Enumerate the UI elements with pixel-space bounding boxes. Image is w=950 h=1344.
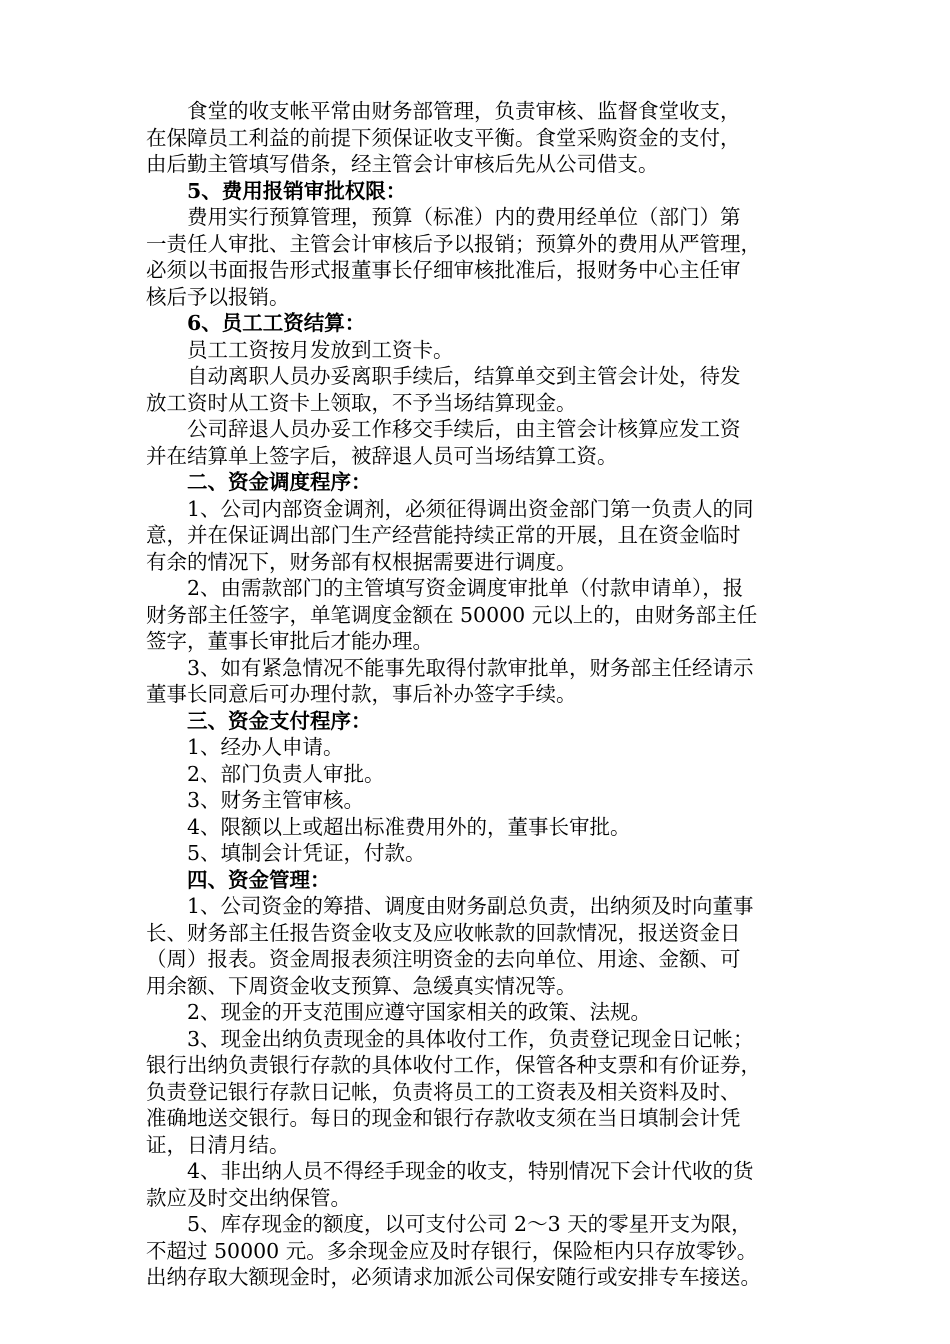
paragraph-management-3: 3、现金出纳负责现金的具体收付工作，负责登记现金日记帐； 银行出纳负责银行存款的具体收付工作，保管各种支票和有价证券， 负责登记银行存款日记帐，负责将员工的工资表及相关资料及时、 准确地送交银行。每日的现金和银行存款收支须在当日填制会计凭 证，日清月结。 — [146, 1026, 761, 1157]
paragraph-management-1: 1、公司资金的筹措、调度由财务副总负责，出纳须及时向董事 长、财务部主任报告资金收支及应收帐款的回款情况，报送资金日 （周）报表。资金周报表须注明资金的去向单位、用途、金额、可 用余额、下周资金收支预算、急缓真实情况等。 — [146, 894, 754, 998]
document-page — [146, 98, 810, 1291]
paragraph-dismissal: 公司辞退人员办妥工作移交手续后，由主管会计核算应发工资 并在结算单上签字后，被辞退人员可当场结算工资。 — [146, 417, 741, 468]
paragraph-dispatch-2: 2、由需款部门的主管填写资金调度审批单（付款申请单），报 财务部主任签字，单笔调度金额在 50000 元以上的，由财务部主任 签字，董事长审批后才能办理。 — [146, 576, 758, 653]
list-item-payment-4: 4、限额以上或超出标准费用外的，董事长审批。 — [187, 814, 631, 839]
paragraph-expense-budget: 费用实行预算管理，预算（标准）内的费用经单位（部门）第 一责任人审批、主管会计审核后予以报销；预算外的费用从严管理， 必须以书面报告形式报董事长仔细审核批准后，报财务中心主任审 核后予以报销。 — [146, 205, 761, 309]
list-item-payment-1: 1、经办人申请。 — [187, 735, 344, 759]
list-item-payment-5: 5、填制会计凭证，付款。 — [187, 841, 426, 865]
paragraph-dispatch-1: 1、公司内部资金调剂，必须征得调出资金部门第一负责人的同 意，并在保证调出部门生产经营能持续正常的开展，且在资金临时 有余的情况下，财务部有权根据需要进行调度。 — [146, 496, 754, 574]
paragraph-management-2: 2、现金的开支范围应遵守国家相关的政策、法规。 — [187, 1000, 652, 1024]
heading-salary-settlement: 6、员工工资结算： — [187, 311, 366, 335]
paragraph-management-4: 4、非出纳人员不得经手现金的收支，特别情况下会计代收的货 款应及时交出纳保管。 — [146, 1159, 754, 1210]
paragraph-salary-monthly: 员工工资按月发放到工资卡。 — [187, 337, 454, 362]
heading-expense-approval: 5、费用报销审批权限： — [187, 178, 407, 203]
heading-fund-management: 四、资金管理： — [187, 867, 331, 892]
heading-fund-payment: 三、资金支付程序： — [187, 708, 372, 733]
paragraph-management-5: 5、库存现金的额度，以可支付公司 2～3 天的零星开支为限， 不超过 50000 元。多余现金应及时存银行，保险柜内只存放零钞。 出纳存取大额现金时，必须请求加派公司保安随行或安排专车接送。 — [146, 1212, 761, 1289]
paragraph-canteen-accounts: 食堂的收支帐平常由财务部管理，负责审核、监督食堂收支， 在保障员工利益的前提下须保证收支平衡。食堂采购资金的支付， 由后勤主管填写借条，经主管会计审核后先从公司借支。 — [146, 99, 741, 176]
list-item-payment-3: 3、财务主管审核。 — [187, 788, 365, 812]
list-item-payment-2: 2、部门负责人审批。 — [187, 761, 385, 786]
paragraph-voluntary-leave: 自动离职人员办妥离职手续后，结算单交到主管会计处，待发 放工资时从工资卡上领取，不予当场结算现金。 — [146, 364, 741, 415]
paragraph-dispatch-3: 3、如有紧急情况不能事先取得付款审批单，财务部主任经请示 董事长同意后可办理付款，事后补办签字手续。 — [146, 655, 754, 706]
heading-fund-dispatch: 二、资金调度程序： — [187, 470, 372, 494]
